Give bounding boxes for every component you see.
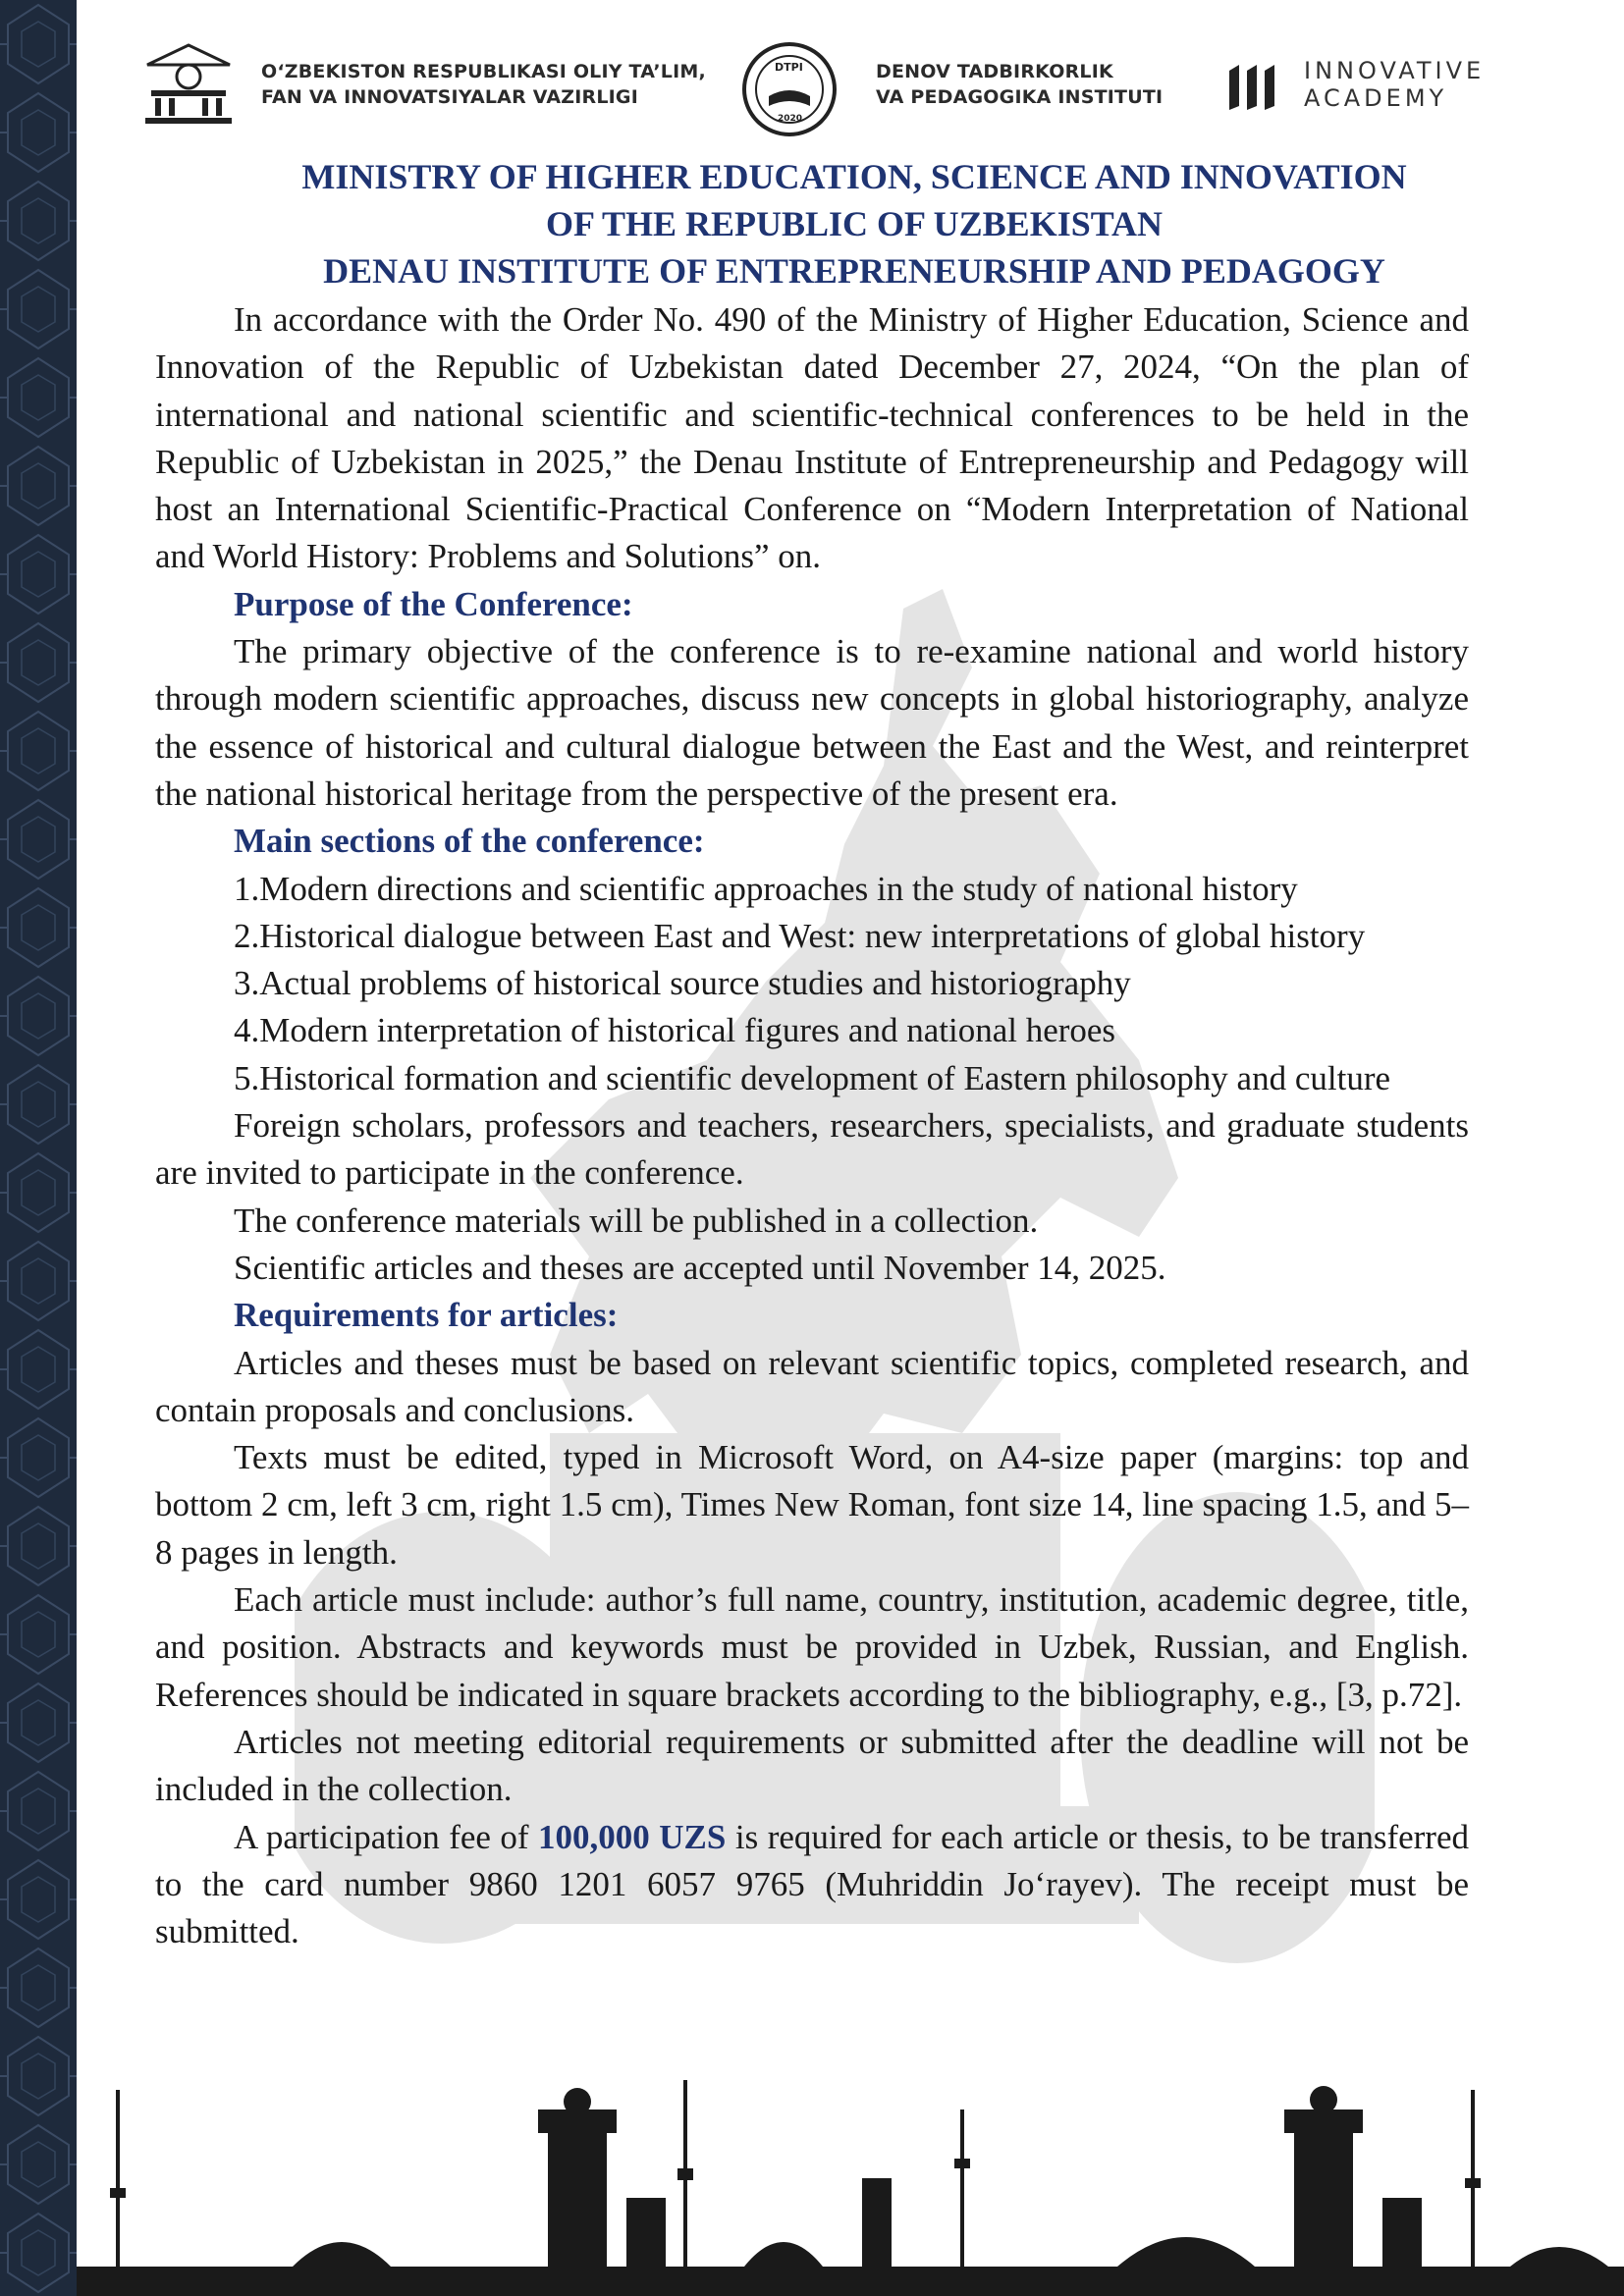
- side-pattern-band: [0, 0, 77, 2296]
- header-logos: [137, 39, 1512, 137]
- requirements-heading: Requirements for articles:: [234, 1296, 619, 1335]
- requirement-paragraph: Each article must include: author’s full name, country, institution, academic degree, title, and position. Abstracts and keywords must be provided in Uzbek, Russian, and English. References should be indicated in square brackets according to the bibliography, e.g., [3, p.72].: [155, 1580, 1469, 1714]
- fee-text-after: is required for each article or thesis, to be transferred to the card number 9860 1201 6057 9765 (Muhriddin Jo‘rayev). The receipt must be submitted.: [155, 1817, 1469, 1951]
- title-line-3: DENAU INSTITUTE OF ENTREPRENEURSHIP AND PEDAGOGY: [323, 251, 1385, 291]
- section-item: 4.Modern interpretation of historical figures and national heroes: [234, 1011, 1116, 1050]
- title-line-2: OF THE REPUBLIC OF UZBEKISTAN: [545, 204, 1164, 243]
- fee-paragraph: [155, 1814, 1469, 1956]
- deadline-paragraph: Scientific articles and theses are accepted until November 14, 2025.: [234, 1248, 1166, 1287]
- section-item: 5.Historical formation and scientific development of Eastern philosophy and culture: [234, 1058, 1391, 1097]
- emblem-label: DTPI: [775, 61, 803, 74]
- section-item: 2.Historical dialogue between East and West: new interpretations of global history: [234, 916, 1366, 955]
- sections-heading: Main sections of the conference:: [234, 822, 705, 861]
- fee-amount: 100,000 UZS: [538, 1817, 727, 1856]
- section-item: 1.Modern directions and scientific approaches in the study of national history: [234, 869, 1298, 908]
- fee-text-before: A participation fee of: [234, 1817, 539, 1856]
- requirement-paragraph: Articles not meeting editorial requirements or submitted after the deadline will not be included in the collection.: [155, 1722, 1469, 1809]
- document-titles: [157, 153, 1551, 294]
- innovative-academy-name: INNOVATIVE ACADEMY: [1304, 57, 1486, 112]
- invitation-paragraph: Foreign scholars, professors and teachers, researchers, specialists, and graduate students are invited to participate in the conference.: [155, 1106, 1469, 1193]
- intro-paragraph: In accordance with the Order No. 490 of the Ministry of Higher Education, Science and Innovation of the Republic of Uzbekistan dated December 27, 2024, “On the plan of international and national scientific and scientific-technical conferences to be held in the Republic of Uzbekistan in 2025,” the Denau Institute of Entrepreneurship and Pedagogy will host an International Scientific-Practical Conference on “Modern Interpretation of National and World History: Problems and Solutions” on.: [155, 300, 1469, 576]
- requirement-paragraph: Articles and theses must be based on relevant scientific topics, completed research, and contain proposals and conclusions.: [155, 1343, 1469, 1429]
- innovative-academy-logo: [1225, 61, 1284, 112]
- ministry-logo: [141, 43, 236, 126]
- emblem-year: 2020: [778, 114, 803, 124]
- publication-paragraph: The conference materials will be published in a collection.: [234, 1201, 1039, 1240]
- purpose-heading: Purpose of the Conference:: [234, 584, 633, 623]
- requirement-paragraph: Texts must be edited, typed in Microsoft Word, on A4-size paper (margins: top and bottom 2 cm, left 3 cm, right 1.5 cm), Times New Roman, font size 14, line spacing 1.5, and 5–8 pages in length.: [155, 1438, 1469, 1572]
- institute-name: DENOV TADBIRKORLIK VA PEDAGOGIKA INSTITUTI: [876, 61, 1164, 108]
- document-body: [155, 296, 1469, 1955]
- section-item: 3.Actual problems of historical source studies and historiography: [234, 964, 1131, 1003]
- city-skyline-footer: [77, 2070, 1624, 2296]
- ministry-name: O‘ZBEKISTON RESPUBLIKASI OLIY TA’LIM, FAN VA INNOVATSIYALAR VAZIRLIGI: [261, 61, 706, 108]
- title-line-1: MINISTRY OF HIGHER EDUCATION, SCIENCE AND INNOVATION: [301, 157, 1407, 196]
- purpose-paragraph: The primary objective of the conference is to re-examine national and world history through modern scientific approaches, discuss new concepts in global historiography, analyze the essence of historical and cultural dialogue between the East and the West, and reinterpret the national historical heritage from the perspective of the present era.: [155, 632, 1469, 813]
